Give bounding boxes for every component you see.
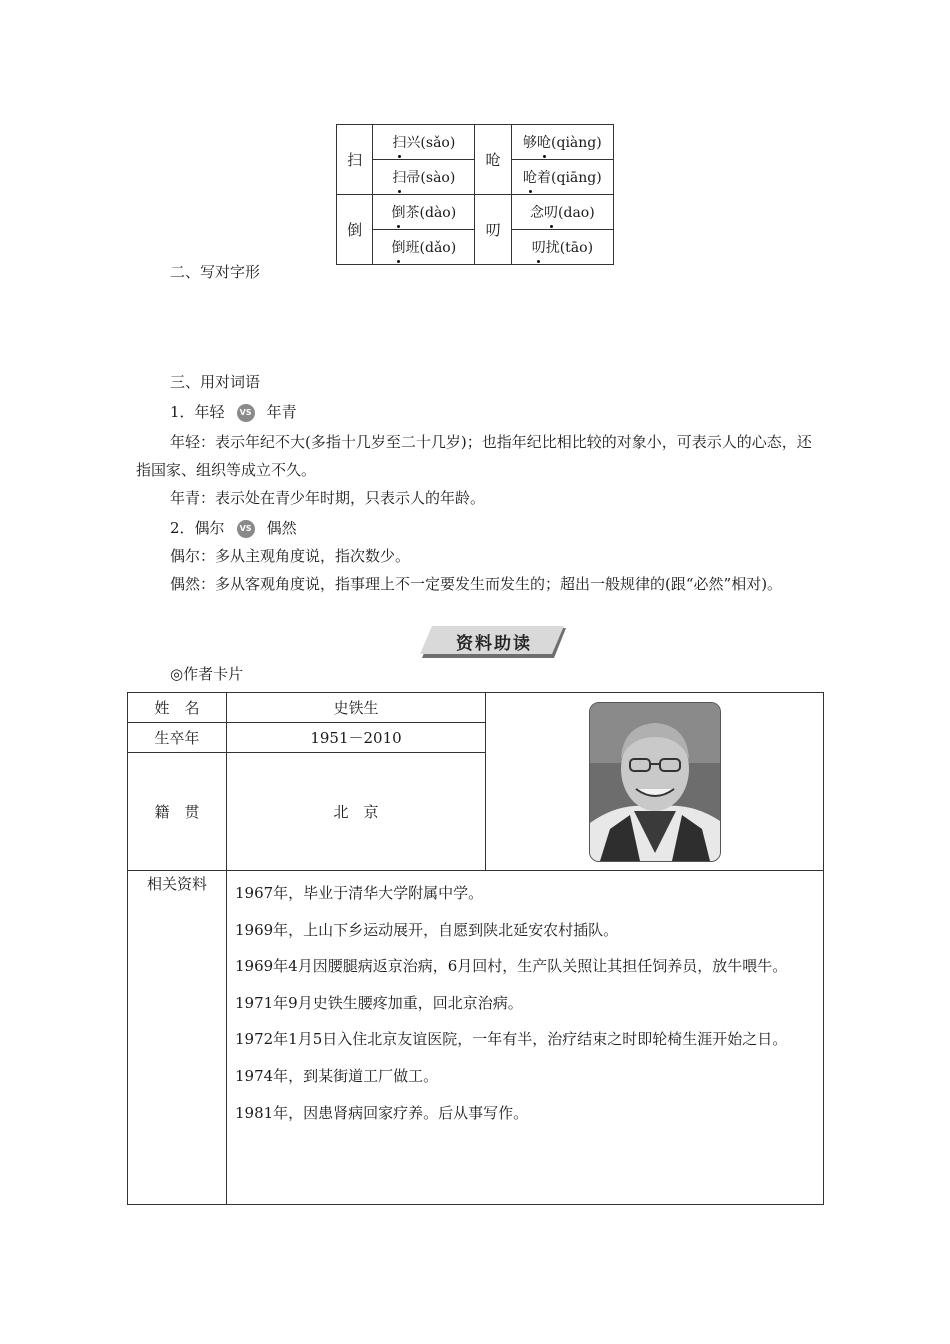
years-value: 1951－2010 bbox=[227, 723, 486, 753]
years-label: 生卒年 bbox=[128, 723, 227, 753]
info-item: 1969年，上山下乡运动展开，自愿到陕北延安农村插队。 bbox=[235, 920, 619, 939]
pronunciation-table bbox=[336, 124, 614, 265]
origin-value: 北 京 bbox=[227, 753, 486, 871]
author-card bbox=[127, 692, 824, 1205]
info-item: 1972年1月5日入住北京友谊医院，一年有半，治疗结束之时即轮椅生涯开始之日。 bbox=[235, 1030, 788, 1049]
photo-cell bbox=[486, 693, 824, 871]
polyphone-word: 扫兴(sǎo) bbox=[373, 125, 475, 160]
info-item: 1967年，毕业于清华大学附属中学。 bbox=[235, 884, 484, 902]
polyphone-word: 倒茶(dào) bbox=[373, 195, 475, 230]
section-heading-words: 三、用对词语 bbox=[170, 373, 261, 391]
polyphone-word: 倒班(dǎo) bbox=[373, 230, 475, 265]
polyphone-char: 叨 bbox=[475, 195, 511, 265]
word-definition: 偶然：多从客观角度说，指事理上不一定要发生而发生的；超出一般规律的(跟“必然”相对)。 bbox=[170, 575, 783, 593]
name-value: 史铁生 bbox=[227, 693, 486, 723]
info-item: 1969年4月因腰腿病返京治病，6月回村，生产队关照让其担任饲养员，放牛喂牛。 bbox=[235, 957, 788, 976]
word-definition: 偶尔：多从主观角度说，指次数少。 bbox=[170, 547, 411, 565]
polyphone-char: 倒 bbox=[337, 195, 373, 265]
name-label: 姓 名 bbox=[128, 693, 227, 723]
word-pair-heading: 1．年轻 VS 年青 bbox=[170, 403, 297, 421]
word-pair-heading: 2．偶尔 VS 偶然 bbox=[170, 519, 297, 537]
polyphone-word: 念叨(dao) bbox=[511, 195, 613, 230]
info-item: 1974年，到某街道工厂做工。 bbox=[235, 1066, 439, 1085]
section-heading-glyphs: 二、写对字形 bbox=[170, 263, 261, 281]
author-photo bbox=[589, 702, 721, 862]
word-definition: 年轻：表示年纪不大(多指十几岁至二十几岁)；也指年纪比相比较的对象小，可表示人的心态，还指国家、组织等成立不久。 bbox=[136, 433, 812, 479]
polyphone-char: 扫 bbox=[337, 125, 373, 195]
polyphone-word: 够呛(qiàng) bbox=[511, 125, 613, 160]
polyphone-word: 呛着(qiāng) bbox=[511, 160, 613, 195]
vs-icon: VS bbox=[237, 404, 255, 422]
origin-label: 籍 贯 bbox=[128, 753, 227, 871]
info-label: 相关资料 bbox=[128, 871, 227, 1205]
polyphone-word: 叨扰(tāo) bbox=[511, 230, 613, 265]
info-list bbox=[227, 871, 824, 1205]
polyphone-word: 扫帚(sào) bbox=[373, 160, 475, 195]
info-item: 1981年，因患肾病回家疗养。后从事写作。 bbox=[235, 1103, 529, 1122]
section-banner: 资料助读 bbox=[420, 626, 568, 660]
polyphone-char: 呛 bbox=[475, 125, 511, 195]
vs-icon: VS bbox=[237, 520, 255, 538]
info-item: 1971年9月史铁生腰疼加重，回北京治病。 bbox=[235, 993, 523, 1012]
card-title: ◎作者卡片 bbox=[170, 665, 244, 683]
word-definition: 年青：表示处在青少年时期，只表示人的年龄。 bbox=[170, 489, 486, 507]
